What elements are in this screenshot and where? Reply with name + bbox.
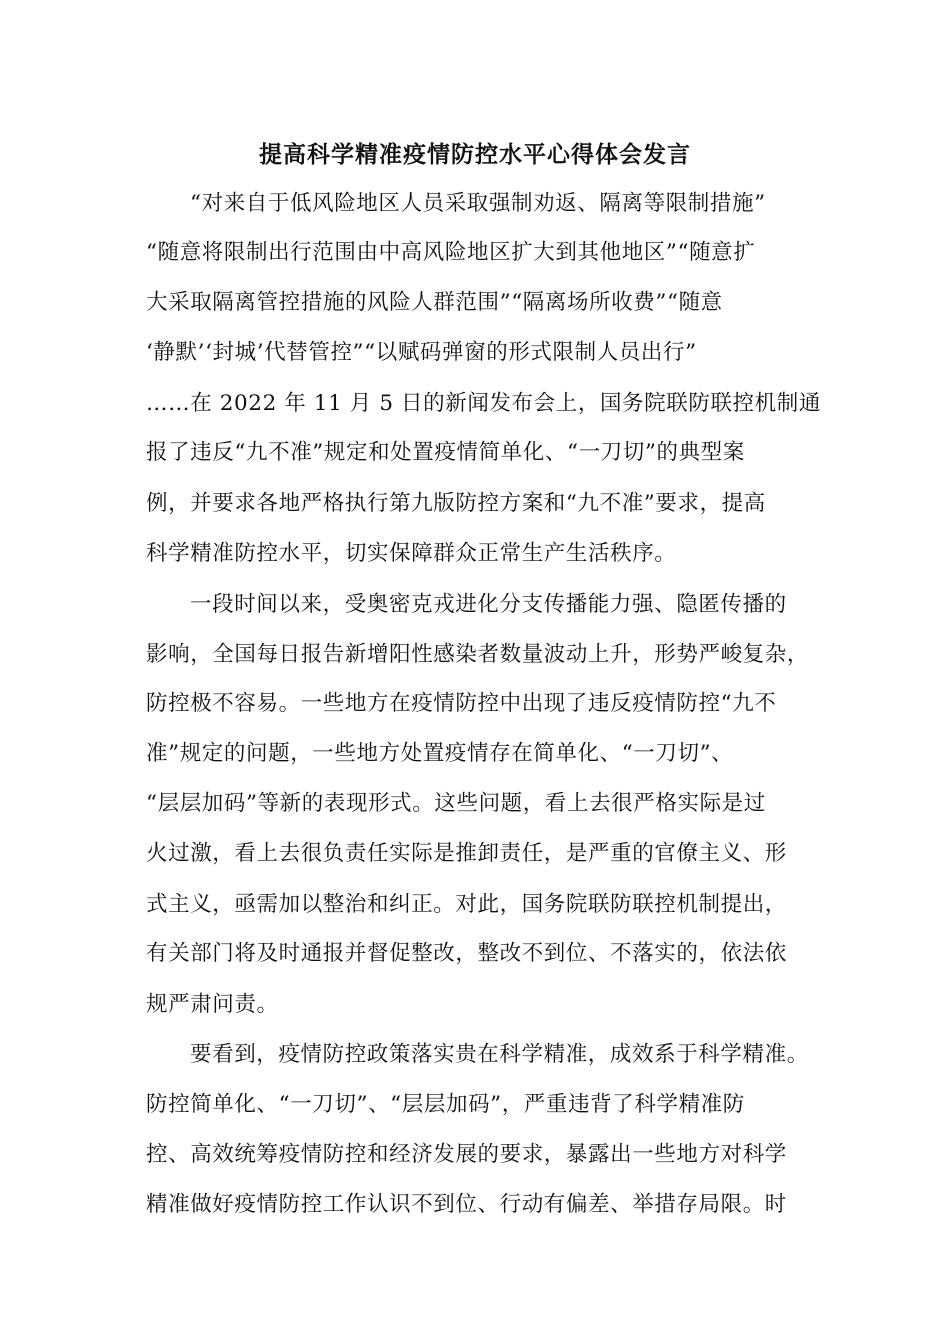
paragraph-1-line-4: ‘静默’‘封城’代替管控”“以赋码弹窗的形式限制人员出行” (146, 340, 697, 365)
paragraph-1-line-6: 报了违反“九不准”规定和处置疫情简单化、“一刀切”的典型案 (146, 440, 745, 465)
paragraph-1-line-8: 科学精准防控水平，切实保障群众正常生产生活秩序。 (146, 541, 677, 566)
paragraph-3-line-2: 防控简单化、“一刀切”、“层层加码”，严重违背了科学精准防 (146, 1092, 745, 1117)
paragraph-2-line-1: 一段时间以来，受奥密克戎进化分支传播能力强、隐匿传播的 (190, 592, 787, 617)
paragraph-2-line-9: 规严肃问责。 (146, 992, 279, 1017)
paragraph-3-line-1: 要看到，疫情防控政策落实贵在科学精准，成效系于科学精准。 (190, 1042, 809, 1067)
paragraph-1-line-5: ……在 2022 年 11 月 5 日的新闻发布会上，国务院联防联控机制通 (146, 391, 821, 416)
paragraph-3-line-4: 精准做好疫情防控工作认识不到位、行动有偏差、举措存局限。时 (146, 1192, 787, 1217)
paragraph-2-line-6: 火过激，看上去很负责任实际是推卸责任，是严重的官僚主义、形 (146, 841, 787, 866)
paragraph-2-line-5: “层层加码”等新的表现形式。这些问题，看上去很严格实际是过 (146, 791, 766, 816)
paragraph-1-line-2: “随意将限制出行范围由中高风险地区扩大到其他地区”“随意扩 (146, 240, 756, 265)
paragraph-1-line-3: 大采取隔离管控措施的风险人群范围”“隔离场所收费”“随意 (146, 290, 723, 315)
document-title: 提高科学精准疫情防控水平心得体会发言 (259, 141, 691, 168)
paragraph-3-line-3: 控、高效统筹疫情防控和经济发展的要求，暴露出一些地方对科学 (146, 1142, 787, 1167)
paragraph-2-line-4: 准”规定的问题，一些地方处置疫情存在简单化、“一刀切”、 (146, 741, 734, 766)
paragraph-2-line-3: 防控极不容易。一些地方在疫情防控中出现了违反疫情防控“九不 (146, 691, 777, 716)
paragraph-2-line-8: 有关部门将及时通报并督促整改，整改不到位、不落实的，依法依 (146, 941, 787, 966)
paragraph-2-line-2: 影响，全国每日报告新增阳性感染者数量波动上升，形势严峻复杂， (146, 642, 810, 667)
paragraph-1-line-7: 例，并要求各地严格执行第九版防控方案和“九不准”要求，提高 (146, 491, 766, 516)
paragraph-2-line-7: 式主义，亟需加以整治和纠正。对此，国务院联防联控机制提出， (146, 892, 787, 917)
paragraph-1-line-1: “对来自于低风险地区人员采取强制劝返、隔离等限制措施” (190, 191, 766, 216)
